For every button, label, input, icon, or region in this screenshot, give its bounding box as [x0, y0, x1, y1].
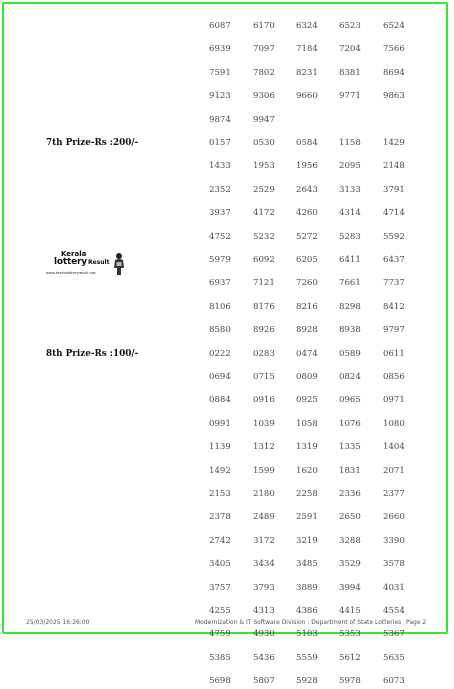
ticket-number: 1492: [209, 465, 231, 476]
ticket-number: 8231: [296, 67, 318, 78]
ticket-number: 8381: [339, 67, 361, 78]
ticket-number: 8106: [209, 301, 231, 312]
ticket-number: 0283: [253, 348, 275, 359]
result-row: [0, 650, 454, 666]
ticket-number: 3889: [296, 582, 318, 593]
ticket-number: 3405: [209, 559, 231, 570]
prize-label: 7th Prize-Rs :200/-: [46, 138, 139, 148]
ticket-number: 6205: [296, 255, 318, 265]
result-row: [0, 135, 454, 151]
ticket-number: 6324: [296, 21, 318, 31]
ticket-number: 5367: [383, 629, 405, 640]
ticket-number: 5385: [209, 652, 231, 663]
ticket-number: 8926: [253, 325, 275, 336]
result-row: [0, 392, 454, 408]
kerala-lottery-logo: [44, 248, 128, 282]
result-row: [0, 416, 454, 432]
ticket-number: 5698: [209, 676, 231, 687]
ticket-number: 1312: [253, 442, 275, 453]
ticket-number: 3434: [253, 559, 275, 570]
ticket-number: 0856: [383, 372, 405, 382]
ticket-number: 7184: [296, 44, 318, 55]
ticket-number: 3172: [253, 535, 275, 546]
result-row: [0, 486, 454, 502]
logo-line2: lottery: [54, 257, 87, 267]
ticket-number: 4930: [253, 629, 275, 640]
ticket-number: 0715: [253, 372, 275, 382]
ticket-number: 5979: [209, 255, 231, 265]
prize-label: 8th Prize-Rs :100/-: [46, 348, 139, 359]
result-row: [0, 673, 454, 689]
ticket-number: 0925: [296, 395, 318, 406]
ticket-number: 4314: [339, 208, 361, 219]
result-row: [0, 322, 454, 338]
ticket-number: 2258: [296, 489, 318, 499]
result-row: [0, 533, 454, 549]
result-row: [0, 229, 454, 245]
ticket-number: 4759: [209, 629, 231, 640]
ticket-number: 3133: [339, 184, 361, 195]
ticket-number: 9947: [253, 114, 275, 125]
ticket-number: 1058: [296, 418, 318, 429]
ticket-number: 1319: [296, 442, 318, 453]
result-row: [0, 580, 454, 596]
ticket-number: 3529: [339, 559, 361, 570]
ticket-number: 2180: [253, 489, 275, 499]
result-row: [0, 369, 454, 385]
ticket-number: 5592: [383, 231, 405, 242]
ticket-number: 6073: [383, 676, 405, 687]
ticket-number: 5559: [296, 652, 318, 663]
ticket-number: 0157: [209, 138, 231, 148]
ticket-number: 9123: [209, 91, 231, 102]
ticket-number: 5353: [339, 629, 361, 640]
ticket-number: 9771: [339, 91, 361, 102]
ticket-number: 7566: [383, 44, 405, 55]
footer-division: Modernization & IT Software Division : Department of State Lotteries: [195, 619, 402, 626]
ticket-number: 4260: [296, 208, 318, 219]
ticket-number: 3578: [383, 559, 405, 570]
ticket-number: 1158: [339, 138, 361, 148]
ticket-number: 2377: [383, 489, 405, 499]
ticket-number: 1335: [339, 442, 361, 453]
ticket-number: 8412: [383, 301, 405, 312]
ticket-number: 2643: [296, 184, 318, 195]
ticket-number: 2153: [209, 489, 231, 499]
ticket-number: 2529: [253, 184, 275, 195]
ticket-number: 1599: [253, 465, 275, 476]
ticket-number: 2591: [296, 512, 318, 523]
ticket-number: 8694: [383, 67, 405, 78]
figure-icon: [112, 252, 126, 276]
ticket-number: 4313: [253, 606, 275, 616]
ticket-number: 1831: [339, 465, 361, 476]
result-row: [0, 41, 454, 57]
ticket-number: 0965: [339, 395, 361, 406]
ticket-number: 4255: [209, 606, 231, 616]
ticket-number: 1404: [383, 442, 405, 453]
ticket-number: 0824: [339, 372, 361, 382]
ticket-number: 9660: [296, 91, 318, 102]
ticket-number: 6524: [383, 21, 405, 31]
logo-line3: Result: [88, 259, 110, 266]
ticket-number: 8216: [296, 301, 318, 312]
footer-timestamp: 25/03/2025 16:26:00: [26, 619, 90, 626]
ticket-number: 7591: [209, 67, 231, 78]
footer-page-number: Page 2: [406, 619, 427, 626]
ticket-number: 3994: [339, 582, 361, 593]
ticket-number: 5232: [253, 231, 275, 242]
ticket-number: 9863: [383, 91, 405, 102]
ticket-number: 2650: [339, 512, 361, 523]
ticket-number: 5928: [296, 676, 318, 687]
ticket-number: 1953: [253, 161, 275, 172]
ticket-number: 4172: [253, 208, 275, 219]
ticket-number: 0809: [296, 372, 318, 382]
ticket-number: 2660: [383, 512, 405, 523]
ticket-number: 0589: [339, 348, 361, 359]
ticket-number: 5283: [339, 231, 361, 242]
ticket-number: 8938: [339, 325, 361, 336]
ticket-number: 8580: [209, 325, 231, 336]
ticket-number: 3219: [296, 535, 318, 546]
ticket-number: 6087: [209, 21, 231, 31]
result-row: [0, 65, 454, 81]
ticket-number: 6523: [339, 21, 361, 31]
ticket-number: 3288: [339, 535, 361, 546]
ticket-number: 0971: [383, 395, 405, 406]
ticket-number: 1620: [296, 465, 318, 476]
ticket-number: 5103: [296, 629, 318, 640]
result-row: [0, 299, 454, 315]
ticket-number: 9306: [253, 91, 275, 102]
ticket-number: 0694: [209, 372, 231, 382]
ticket-number: 0222: [209, 348, 231, 359]
result-row: [0, 439, 454, 455]
ticket-number: 1956: [296, 161, 318, 172]
ticket-number: 8298: [339, 301, 361, 312]
ticket-number: 4554: [383, 606, 405, 616]
ticket-number: 1429: [383, 138, 405, 148]
result-row: [0, 509, 454, 525]
ticket-number: 7737: [383, 278, 405, 289]
ticket-number: 5635: [383, 652, 405, 663]
ticket-number: 1080: [383, 418, 405, 429]
ticket-number: 2742: [209, 535, 231, 546]
ticket-number: 3791: [383, 184, 405, 195]
ticket-number: 7204: [339, 44, 361, 55]
ticket-number: 5978: [339, 676, 361, 687]
ticket-number: 3390: [383, 535, 405, 546]
ticket-number: 6170: [253, 21, 275, 31]
ticket-number: 5436: [253, 652, 275, 663]
ticket-number: 8928: [296, 325, 318, 336]
result-row: [0, 556, 454, 572]
ticket-number: 0474: [296, 348, 318, 359]
result-row: [0, 463, 454, 479]
ticket-number: 3757: [209, 582, 231, 593]
ticket-number: 7661: [339, 278, 361, 289]
ticket-number: 6939: [209, 44, 231, 55]
ticket-number: 6092: [253, 255, 275, 265]
ticket-number: 0916: [253, 395, 275, 406]
ticket-number: 4752: [209, 231, 231, 242]
ticket-number: 0530: [253, 138, 275, 148]
ticket-number: 6437: [383, 255, 405, 265]
ticket-number: 3485: [296, 559, 318, 570]
ticket-number: 7121: [253, 278, 275, 289]
ticket-number: 1433: [209, 161, 231, 172]
ticket-number: 4386: [296, 606, 318, 616]
ticket-number: 4714: [383, 208, 405, 219]
ticket-number: 9797: [383, 325, 405, 336]
ticket-number: 6937: [209, 278, 231, 289]
ticket-number: 6411: [339, 255, 361, 265]
result-row: [0, 158, 454, 174]
ticket-number: 4031: [383, 582, 405, 593]
result-row: [0, 603, 454, 619]
ticket-number: 2489: [253, 512, 275, 523]
ticket-number: 1039: [253, 418, 275, 429]
result-row: [0, 88, 454, 104]
ticket-number: 2378: [209, 512, 231, 523]
ticket-number: 0584: [296, 138, 318, 148]
ticket-number: 2336: [339, 489, 361, 499]
ticket-number: 2352: [209, 184, 231, 195]
result-row: [0, 18, 454, 34]
ticket-number: 0991: [209, 418, 231, 429]
ticket-number: 7260: [296, 278, 318, 289]
ticket-number: 7802: [253, 67, 275, 78]
ticket-number: 2095: [339, 161, 361, 172]
logo-line1: Kerala: [61, 250, 87, 258]
ticket-number: 0611: [383, 348, 405, 359]
ticket-number: 2148: [383, 161, 405, 172]
ticket-number: 5272: [296, 231, 318, 242]
logo-url: www.keralalotteryresult.net: [46, 271, 96, 275]
ticket-number: 3937: [209, 208, 231, 219]
result-row: [0, 346, 454, 362]
result-row: [0, 205, 454, 221]
ticket-number: 1139: [209, 442, 231, 453]
ticket-number: 7097: [253, 44, 275, 55]
result-row: [0, 182, 454, 198]
ticket-number: 2071: [383, 465, 405, 476]
ticket-number: 4415: [339, 606, 361, 616]
ticket-number: 0884: [209, 395, 231, 406]
result-row: [0, 112, 454, 128]
ticket-number: 3793: [253, 582, 275, 593]
ticket-number: 5807: [253, 676, 275, 687]
ticket-number: 1076: [339, 418, 361, 429]
ticket-number: 5612: [339, 652, 361, 663]
ticket-number: 9874: [209, 114, 231, 125]
ticket-number: 8176: [253, 301, 275, 312]
